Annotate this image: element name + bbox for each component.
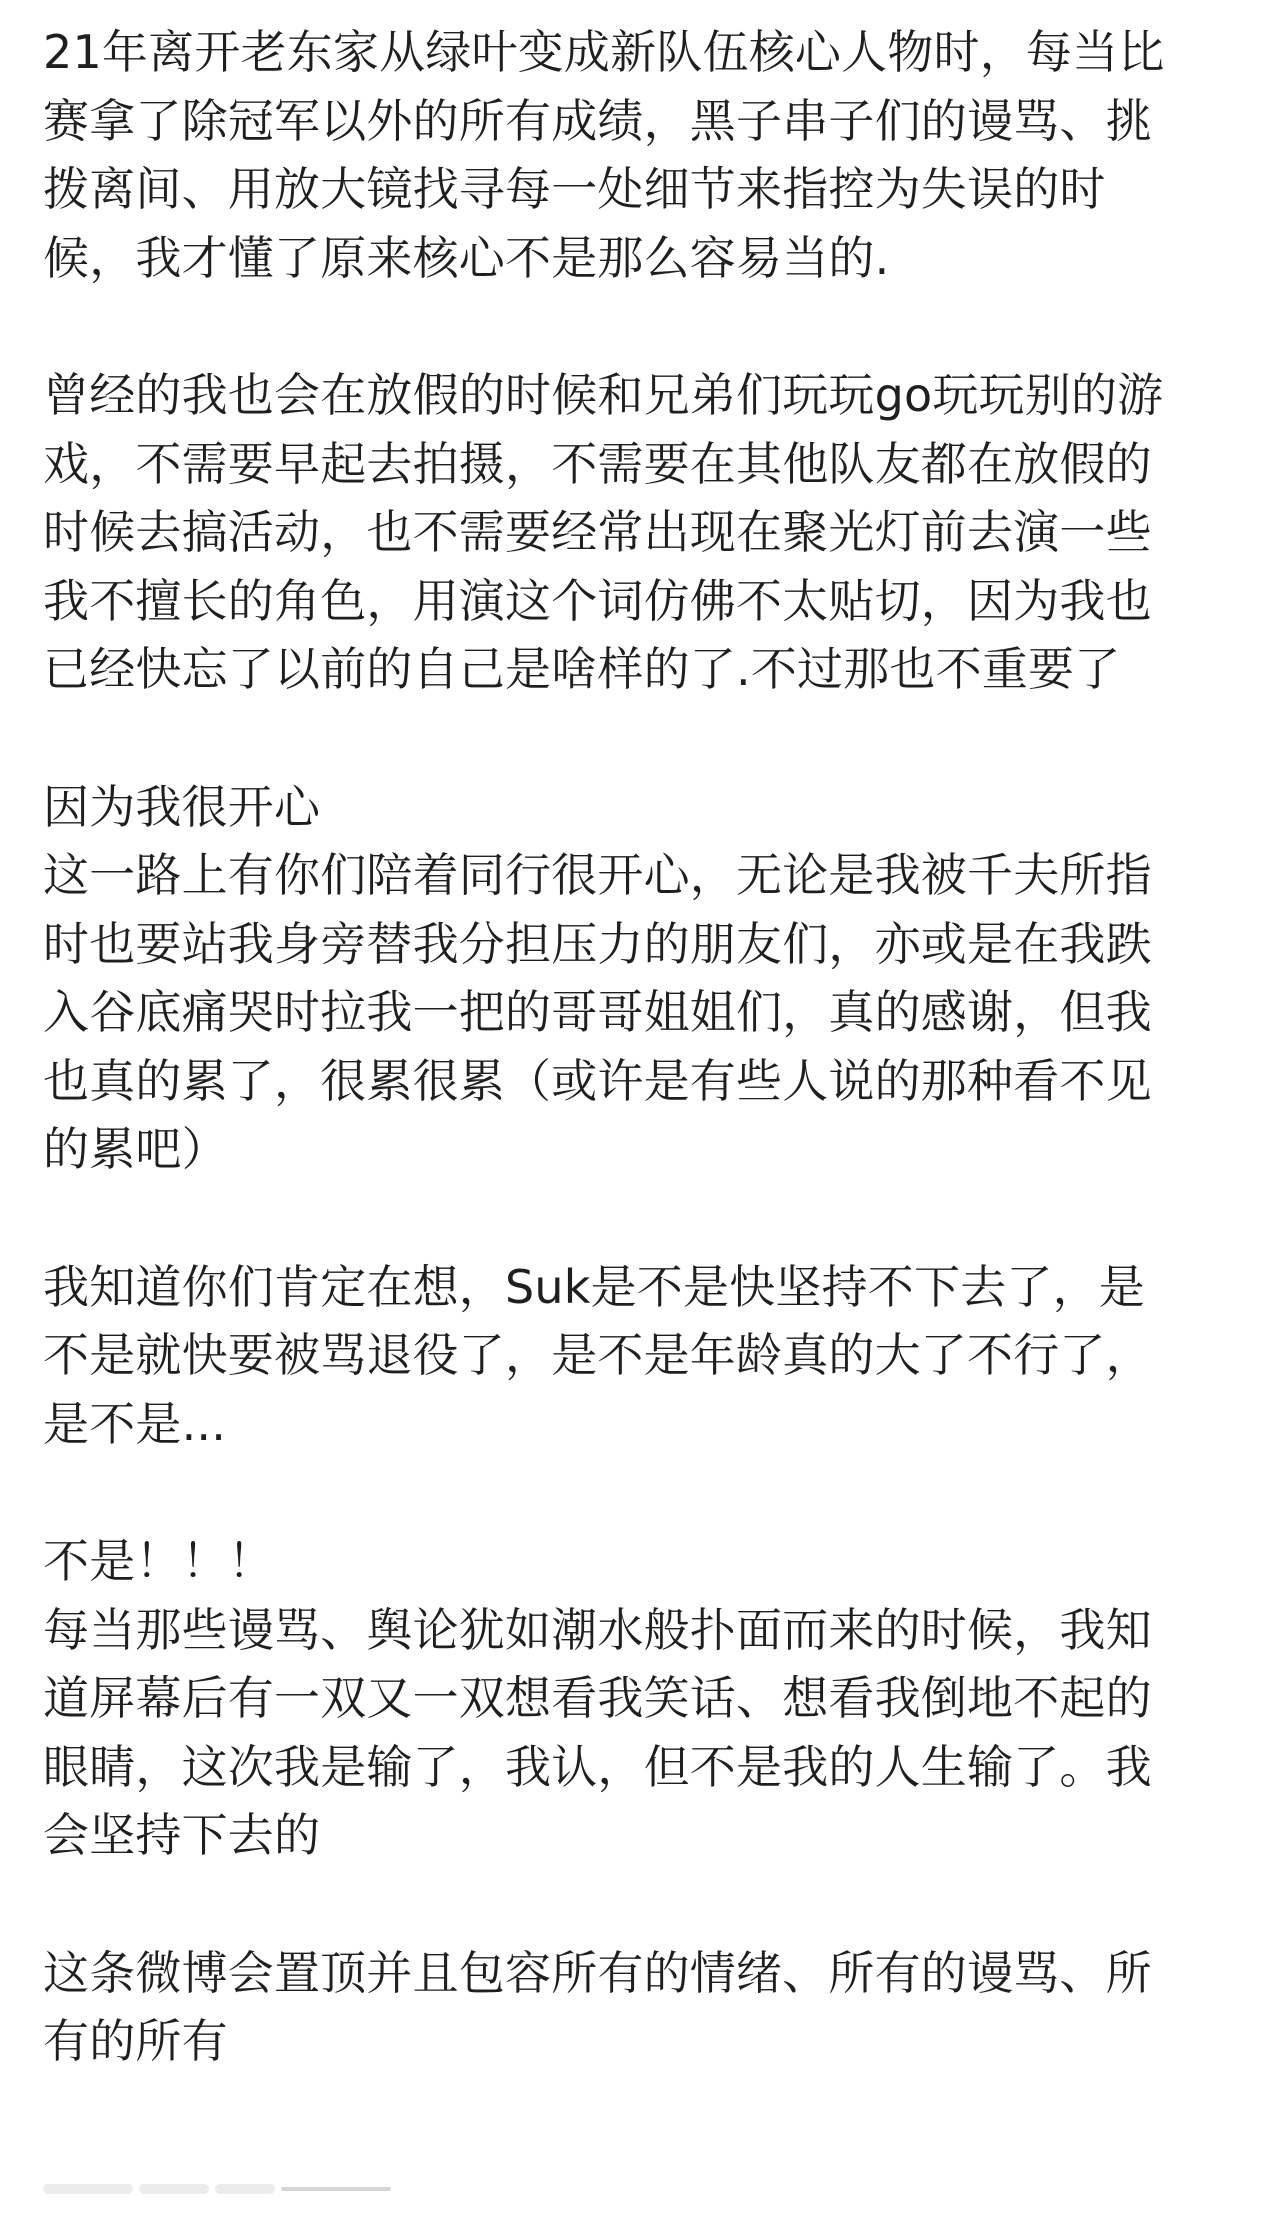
text-line: 时也要站我身旁替我分担压力的朋友们，亦或是在我跌 — [43, 916, 1152, 971]
text-line: 眼睛，这次我是输了，我认，但不是我的人生输了。我 — [43, 1739, 1152, 1794]
paragraph-2 — [43, 361, 1243, 704]
text-line: 不是就快要被骂退役了，是不是年龄真的大了不行了， — [43, 1328, 1152, 1382]
text-line: 是不是... — [43, 1396, 227, 1451]
text-line: 我不擅长的角色，用演这个词仿佛不太贴切，因为我也 — [43, 573, 1152, 628]
text-line: 有的所有 — [43, 2014, 228, 2068]
paragraph-6 — [43, 1939, 1243, 2076]
text-line: 曾经的我也会在放假的时候和兄弟们玩玩go玩玩别的游 — [43, 368, 1164, 422]
text-line: 候，我才懂了原来核心不是那么容易当的. — [43, 230, 890, 285]
text-line: 时候去搞活动，也不需要经常出现在聚光灯前去演一些 — [43, 505, 1152, 559]
text-line: 21年离开老东家从绿叶变成新队伍核心人物时，每当比 — [43, 25, 1165, 79]
text-line: 因为我很开心 — [43, 779, 321, 834]
text-line: 戏，不需要早起去拍摄，不需要在其他队友都在放假的 — [43, 436, 1152, 491]
text-line: 这条微博会置顶并且包容所有的情绪、所有的谩骂、所 — [43, 1945, 1152, 2000]
text-line: 赛拿了除冠军以外的所有成绩，黑子串子们的谩骂、挑 — [43, 93, 1152, 148]
paragraph-3 — [43, 773, 1243, 1184]
text-line: 会坚持下去的 — [43, 1808, 321, 1862]
text-line: 不是！！！ — [43, 1534, 274, 1588]
footer-segment — [139, 2184, 209, 2194]
footer-segment — [281, 2187, 391, 2191]
text-line: 也真的累了，很累很累（或许是有些人说的那种看不见 — [43, 1053, 1152, 1108]
text-line: 我知道你们肯定在想，Suk是不是快坚持不下去了，是 — [43, 1259, 1145, 1314]
paragraph-1 — [43, 18, 1243, 292]
post-content — [43, 18, 1243, 2145]
text-line: 每当那些谩骂、舆论犹如潮水般扑面而来的时候，我知 — [43, 1602, 1152, 1657]
text-line: 这一路上有你们陪着同行很开心，无论是我被千夫所指 — [43, 848, 1152, 902]
paragraph-4 — [43, 1253, 1243, 1459]
text-line: 已经快忘了以前的自己是啥样的了.不过那也不重要了 — [43, 642, 1121, 696]
footer-segment — [215, 2184, 275, 2194]
footer-segment — [43, 2184, 133, 2194]
text-line: 拨离间、用放大镜找寻每一处细节来指控为失误的时 — [43, 162, 1106, 216]
paragraph-5 — [43, 1527, 1243, 1870]
text-line: 道屏幕后有一双又一双想看我笑话、想看我倒地不起的 — [43, 1671, 1152, 1725]
text-line: 的累吧） — [43, 1122, 228, 1176]
faded-footer-artifact — [43, 2178, 398, 2200]
text-line: 入谷底痛哭时拉我一把的哥哥姐姐们，真的感谢，但我 — [43, 985, 1152, 1039]
